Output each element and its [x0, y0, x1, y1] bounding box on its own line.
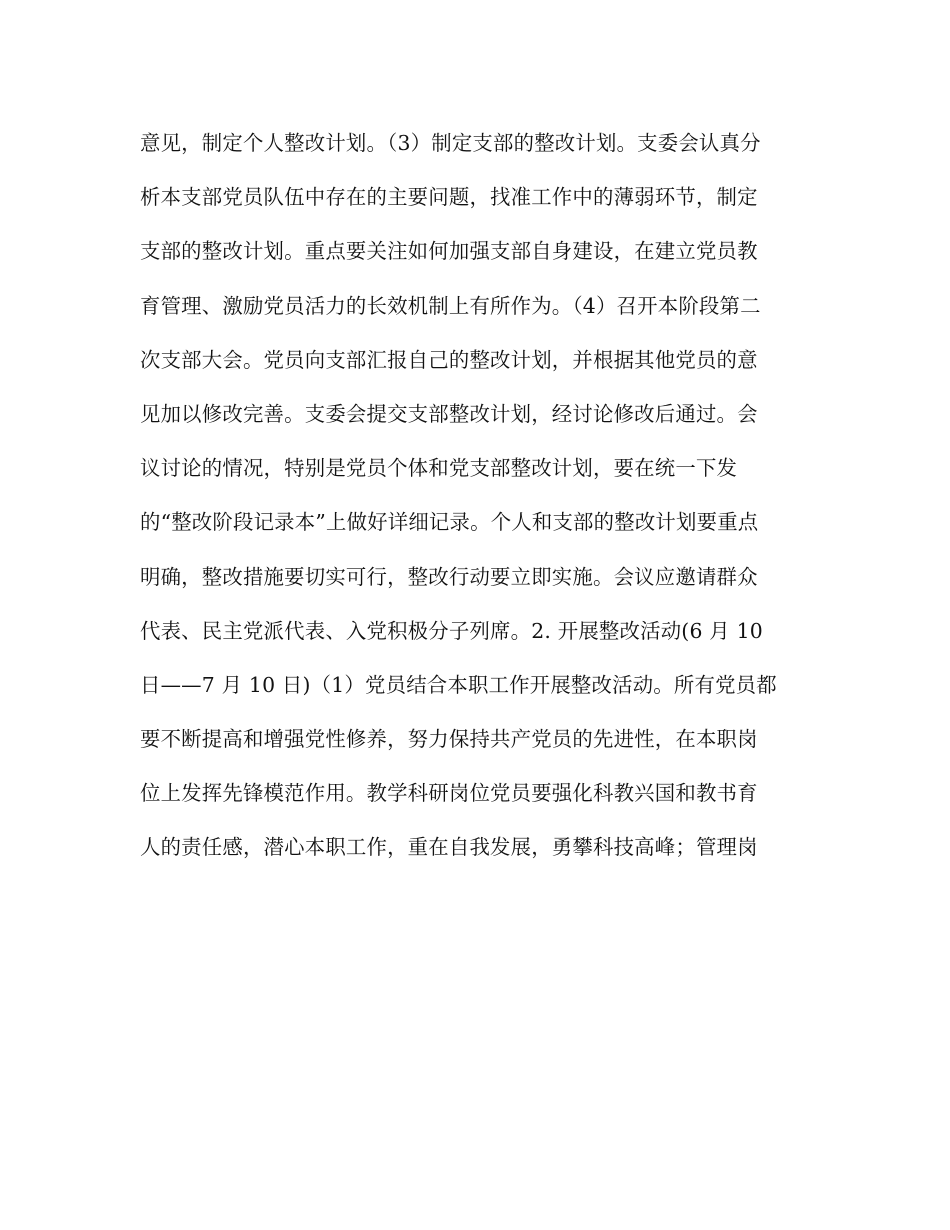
text-line: 意见，制定个人整改计划。（3）制定支部的整改计划。支委会认真分	[140, 131, 761, 155]
text-line: 明确，整改措施要切实可行，整改行动要立即实施。会议应邀请群众	[140, 564, 758, 589]
text-line: 析本支部党员队伍中存在的主要问题，找准工作中的薄弱环节，制定	[140, 185, 758, 210]
text-line: 次支部大会。党员向支部汇报自己的整改计划，并根据其他党员的意	[140, 347, 758, 372]
text-line: 支部的整改计划。重点要关注如何加强支部自身建设，在建立党员教	[140, 239, 758, 264]
text-line: 见加以修改完善。支委会提交支部整改计划，经讨论修改后通过。会	[140, 401, 758, 426]
text-line: 人的责任感，潜心本职工作，重在自我发展，勇攀科技高峰；管理岗	[140, 835, 758, 860]
text-line: 议讨论的情况，特别是党员个体和党支部整改计划，要在统一下发	[140, 456, 738, 481]
text-line: 的“整改阶段记录本”上做好详细记录。个人和支部的整改计划要重点	[140, 510, 759, 535]
text-line: 育管理、激励党员活力的长效机制上有所作为。（4）召开本阶段第二	[140, 293, 761, 318]
text-line: 位上发挥先锋模范作用。教学科研岗位党员要强化科教兴国和教书育	[140, 781, 758, 806]
text-line: 日——7 月 10 日)（1）党员结合本职工作开展整改活动。所有党员都	[140, 672, 777, 697]
text-line: 代表、民主党派代表、入党积极分子列席。2. 开展整改活动(6 月 10	[140, 618, 763, 643]
text-line: 要不断提高和增强党性修养，努力保持共产党员的先进性，在本职岗	[140, 727, 758, 752]
body-text	[140, 120, 810, 879]
